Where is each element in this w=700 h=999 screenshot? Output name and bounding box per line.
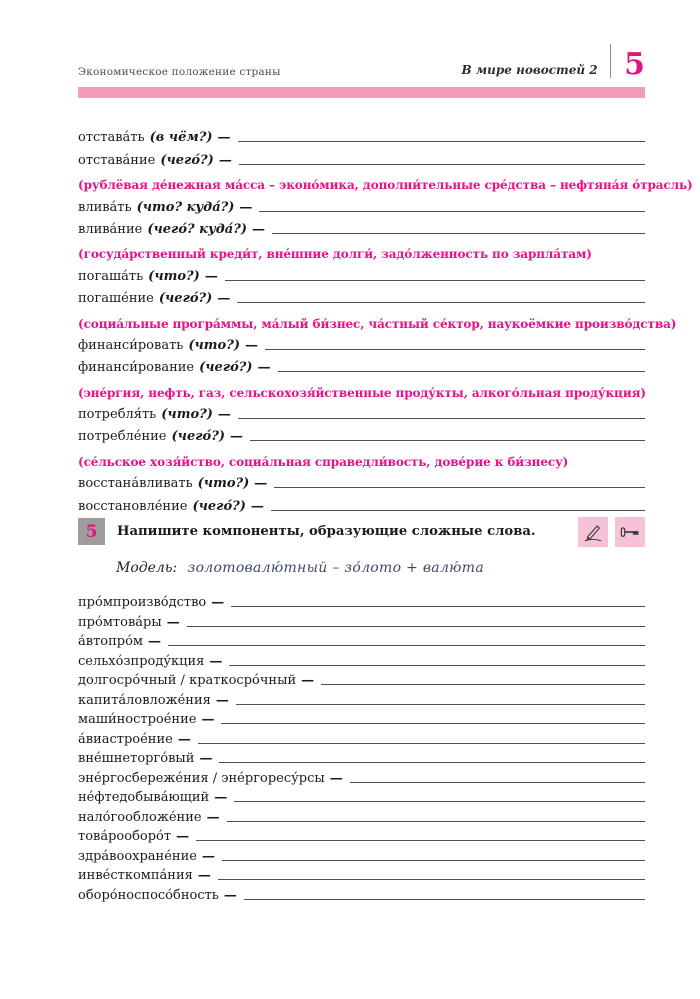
blank-line (196, 840, 645, 841)
page-number: 5 (624, 47, 645, 82)
exercise-header (78, 517, 645, 547)
blank-line (225, 280, 645, 281)
fill-in-row (78, 688, 645, 708)
model-text: золотовалю́тный – зо́лото + валю́та (187, 559, 485, 576)
compound-word: а́виастрое́ние (78, 731, 173, 747)
blank-line (187, 626, 645, 627)
blank-line (272, 233, 645, 234)
fill-in-row (78, 727, 645, 747)
page-content (78, 0, 693, 903)
compound-word: нало́гообложе́ние (78, 809, 202, 825)
exercise-icons (578, 517, 645, 547)
fill-in-row (78, 844, 645, 864)
exercise-title: Напишите компоненты, образующие сложные слова. (117, 524, 536, 540)
vocab-word: восстана́вливать (что?) (78, 476, 250, 492)
fill-in-row (78, 786, 645, 806)
fill-in-row (78, 825, 645, 845)
key-icon (615, 517, 645, 547)
fill-in-row (78, 591, 645, 611)
blank-line (218, 879, 645, 880)
compound-word: долгосро́чный / краткосро́чный (78, 673, 297, 689)
fill-in-row (78, 192, 645, 214)
vocab-word: погаша́ть (что?) (78, 268, 200, 284)
dash: — (214, 790, 228, 806)
compound-word: това́рооборо́т (78, 829, 172, 845)
fill-in-row (78, 747, 645, 767)
blank-line (265, 349, 645, 350)
blank-line (274, 487, 645, 488)
dash: — (254, 476, 268, 492)
fill-in-row (78, 883, 645, 903)
blank-line (222, 860, 645, 861)
vocab-hint: (эне́ргия, нефть, газ, сельскохозя́йственные проду́кты, алкого́льная проду́кция) (78, 385, 646, 400)
dash: — (217, 130, 231, 146)
fill-in-row (78, 353, 645, 375)
compound-word: вне́шнеторго́вый (78, 751, 195, 767)
blank-line (350, 782, 645, 783)
question-word: (что?) (161, 407, 213, 423)
blank-line (238, 418, 645, 419)
running-title-right: В мире новостей 2 (461, 63, 598, 77)
compound-word: сельхо́зпроду́кция (78, 653, 205, 669)
vocab-word: отстава́ть (в чём?) (78, 130, 213, 146)
compound-word: оборо́носпосо́бность (78, 887, 219, 903)
dash: — (215, 692, 229, 708)
blank-line (234, 801, 645, 802)
fill-in-row (78, 805, 645, 825)
blank-line (236, 704, 645, 705)
dash: — (329, 770, 343, 786)
question-word: (что? куда́?) (136, 199, 235, 215)
vocab-word: финанси́ровать (что?) (78, 337, 240, 353)
vocabulary-section (78, 123, 693, 514)
vocab-word: влива́ть (что? куда́?) (78, 199, 235, 215)
fill-in-row (78, 422, 645, 444)
dash: — (176, 829, 190, 845)
question-word: (в чём?) (149, 130, 213, 146)
blank-line (198, 743, 645, 744)
blank-line (221, 723, 645, 724)
blank-line (259, 211, 645, 212)
dash: — (217, 291, 231, 307)
vocab-word: влива́ние (чего́? куда́?) (78, 221, 247, 237)
blank-line (244, 899, 645, 900)
vocab-hint: (рублёвая де́нежная ма́сса – эконо́мика, дополни́тельные сре́дства – нефтяна́я о́трасль) (78, 178, 693, 193)
vocab-hint: (социа́льные програ́ммы, ма́лый би́знес, ча́стный се́ктор, наукоёмкие произво́дства) (78, 316, 677, 331)
fill-in-row (78, 284, 645, 306)
blank-line (237, 302, 645, 303)
compound-word: про́мпроизво́дство (78, 595, 207, 611)
blank-line (219, 762, 645, 763)
dash: — (301, 673, 315, 689)
dash: — (217, 407, 231, 423)
compound-word: про́мтова́ры (78, 614, 162, 630)
dash: — (218, 152, 232, 168)
question-word: (чего́? куда́?) (147, 221, 247, 237)
blank-line (168, 645, 645, 646)
dash: — (148, 634, 162, 650)
vocab-word: погаше́ние (чего́?) (78, 291, 213, 307)
blank-line (278, 371, 645, 372)
fill-in-row (78, 610, 645, 630)
compound-word: маши́нострое́ние (78, 712, 197, 728)
blank-line (231, 606, 645, 607)
dash: — (257, 360, 271, 376)
vocab-hint: (госуда́рственный креди́т, вне́шние долги́, задо́лженность по зарпла́там) (78, 247, 592, 262)
compound-word: эне́ргосбереже́ния / эне́ргоресу́рсы (78, 770, 325, 786)
word-list (78, 591, 645, 903)
header-divider (610, 44, 612, 78)
question-word: (чего́?) (171, 429, 225, 445)
fill-in-row (78, 123, 645, 145)
fill-in-row (78, 215, 645, 237)
fill-in-row (78, 766, 645, 786)
compound-word: а́втопро́м (78, 634, 144, 650)
blank-line (227, 821, 645, 822)
blank-line (238, 141, 646, 142)
fill-in-row (78, 708, 645, 728)
dash: — (252, 221, 265, 237)
compound-word: здра́воохране́ние (78, 848, 197, 864)
exercise-number: 5 (85, 521, 98, 542)
fill-in-row (78, 630, 645, 650)
dash: — (199, 751, 213, 767)
question-word: (что?) (188, 337, 240, 353)
fill-in-row (78, 864, 645, 884)
fill-in-row (78, 491, 645, 513)
question-word: (чего́?) (160, 152, 214, 168)
running-title-left: Экономическое положение страны (78, 66, 281, 78)
vocab-word: финанси́рование (чего́?) (78, 360, 253, 376)
blank-line (321, 684, 645, 685)
fill-in-row (78, 261, 645, 283)
fill-in-row (78, 649, 645, 669)
dash: — (229, 429, 243, 445)
vocab-word: потребля́ть (что?) (78, 407, 213, 423)
header-rule (78, 87, 645, 98)
dash: — (239, 199, 253, 215)
question-word: (чего́?) (158, 291, 213, 307)
vocab-hint: (се́льское хозя́йство, социа́льная справедли́вость, дове́рие к би́знесу) (78, 454, 569, 469)
fill-in-row (78, 331, 645, 353)
dash: — (209, 653, 223, 669)
compound-word: капита́ловложе́ния (78, 692, 211, 708)
pen-icon (578, 517, 608, 547)
blank-line (229, 665, 645, 666)
question-word: (что?) (197, 476, 250, 492)
question-word: (чего́?) (192, 498, 246, 514)
question-word: (чего́?) (199, 360, 253, 376)
dash: — (204, 268, 218, 284)
blank-line (271, 510, 645, 511)
dash: — (177, 731, 191, 747)
question-word: (что?) (148, 268, 200, 284)
dash: — (245, 337, 258, 353)
exercise-number-box (78, 518, 105, 545)
page-header (78, 44, 645, 82)
fill-in-row (78, 669, 645, 689)
vocab-word: отстава́ние (чего́?) (78, 152, 214, 168)
fill-in-row (78, 469, 645, 491)
model-line (116, 560, 645, 580)
dash: — (197, 868, 211, 884)
blank-line (250, 440, 645, 441)
blank-line (239, 164, 645, 165)
compound-word: не́фтедобыва́ющий (78, 790, 210, 806)
model-label: Модель: (116, 559, 178, 576)
dash: — (211, 595, 225, 611)
dash: — (201, 848, 215, 864)
dash: — (223, 887, 237, 903)
vocab-word: потребле́ние (чего́?) (78, 429, 225, 445)
fill-in-row (78, 400, 645, 422)
dash: — (206, 809, 220, 825)
vocab-word: восстановле́ние (чего́?) (78, 498, 246, 514)
compound-word: инве́сткомпа́ния (78, 868, 193, 884)
dash: — (201, 712, 215, 728)
dash: — (250, 498, 264, 514)
dash: — (166, 614, 180, 630)
fill-in-row (78, 145, 645, 167)
